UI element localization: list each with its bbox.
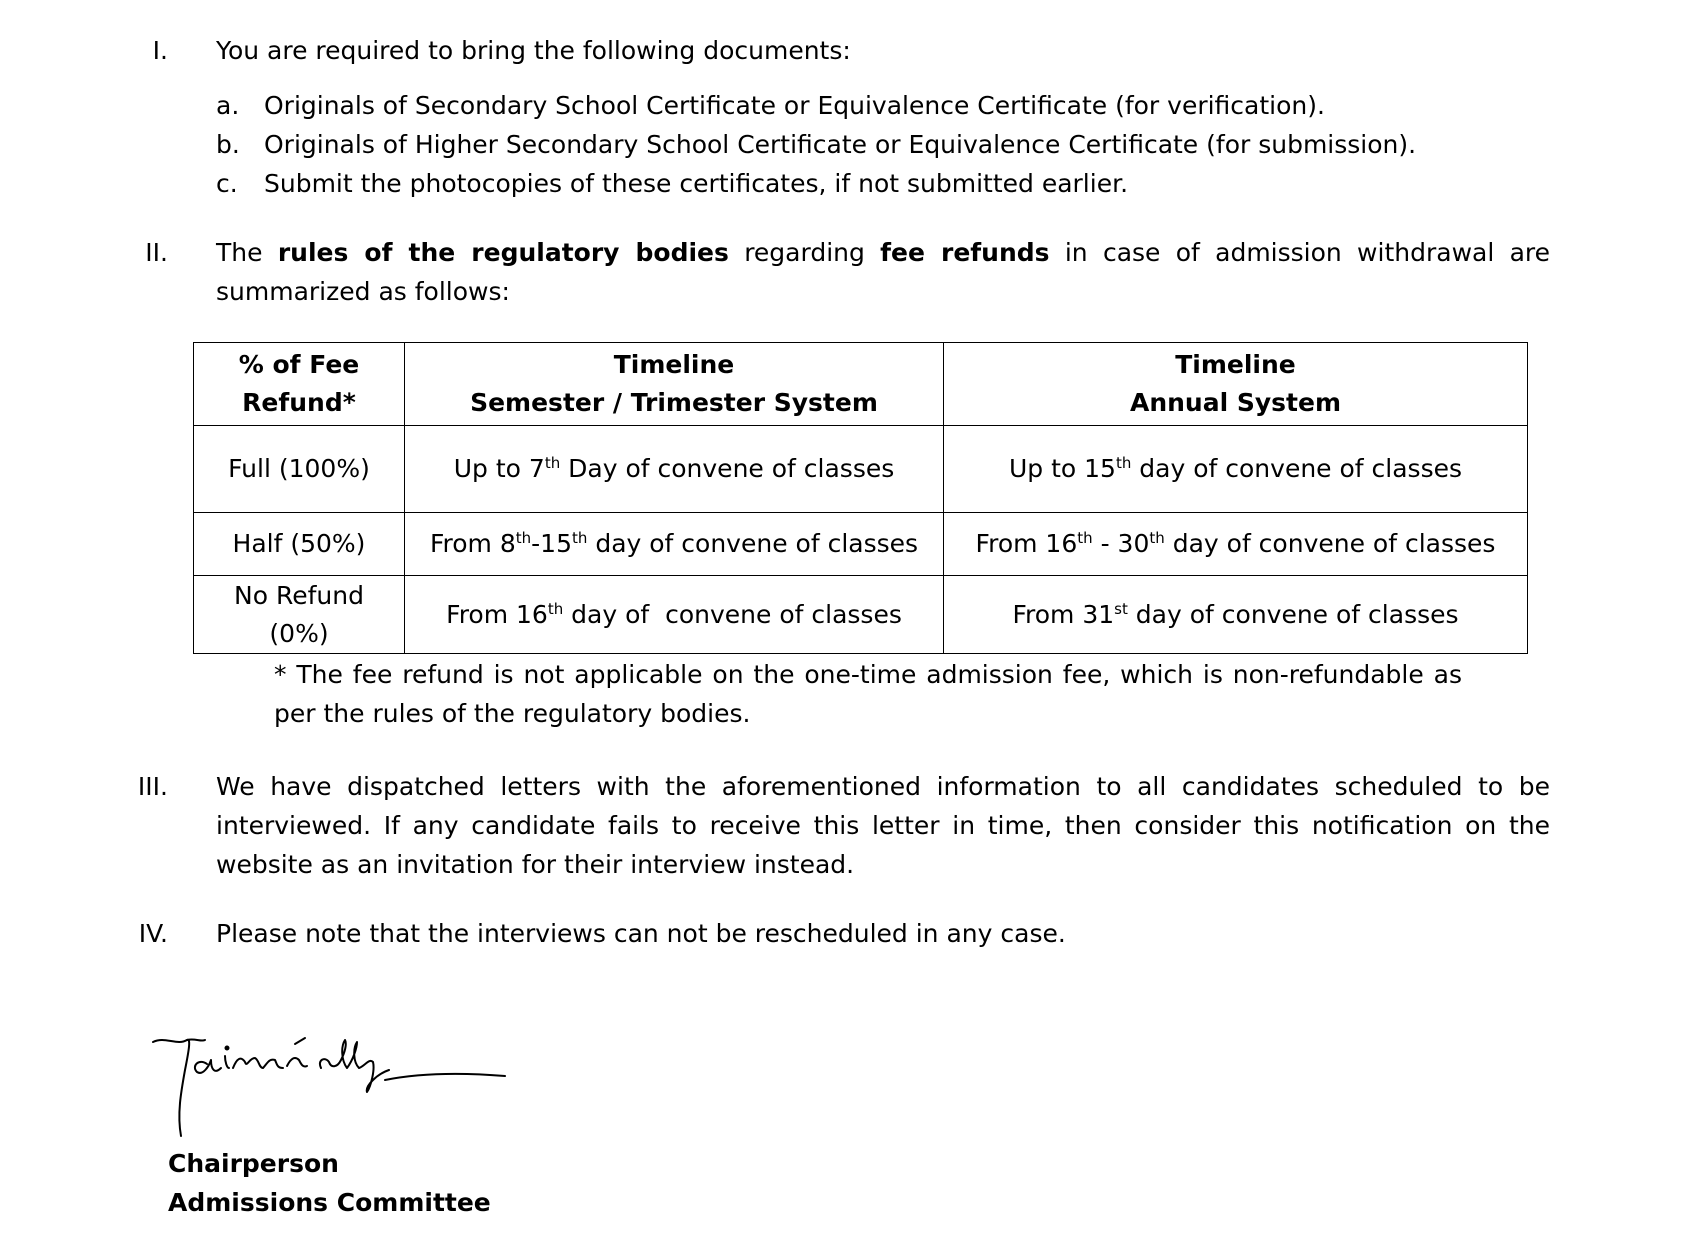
item-numeral-2: II.: [145, 238, 168, 267]
table-header-row: [194, 343, 1528, 426]
header-refund: [194, 343, 405, 426]
cell-refund: Full (100%): [194, 426, 405, 513]
cell-annual: [944, 426, 1528, 513]
cell-text: From 16: [446, 599, 548, 629]
signatory-committee: Admissions Committee: [168, 1188, 491, 1217]
text-emphasis: fee refunds: [880, 238, 1050, 267]
table-footnote: * The fee refund is not applicable on the one-time admission fee, which is non-refundable as per the rules of the regulatory bodies.: [274, 660, 1462, 728]
item-numeral-4: IV.: [138, 919, 168, 948]
cell-refund: [194, 576, 405, 654]
ordinal-suffix: th: [1077, 529, 1093, 547]
table-row: [194, 513, 1528, 576]
table-row: [194, 426, 1528, 513]
signature-image: [145, 1030, 515, 1140]
header-semester: [405, 343, 944, 426]
header-annual: [944, 343, 1528, 426]
item-text-2: [216, 233, 1550, 311]
list-item-letter: c.: [216, 169, 238, 198]
item-text-1: You are required to bring the following documents:: [216, 36, 851, 65]
list-item: [216, 164, 1416, 203]
signature-text: [0, 0, 1, 1]
list-item-letter: a.: [216, 91, 240, 120]
ordinal-suffix: th: [1149, 529, 1165, 547]
cell-annual: [944, 576, 1528, 654]
cell-text: -15: [531, 529, 572, 558]
item-numeral-1: I.: [152, 36, 168, 65]
list-item-letter: b.: [216, 130, 240, 159]
text-segment: The: [216, 238, 278, 267]
cell-text: day of convene of classes: [563, 599, 902, 629]
cell-annual: [944, 513, 1528, 576]
header-line: Annual System: [1129, 388, 1342, 417]
item-text-4: Please note that the interviews can not be rescheduled in any case.: [216, 919, 1066, 948]
cell-semester: [405, 576, 944, 654]
header-line: Semester / Trimester System: [470, 388, 878, 417]
text-emphasis: rules of the regulatory bodies: [277, 238, 729, 267]
table-row: [194, 576, 1528, 654]
cell-text: (0%): [269, 618, 329, 648]
signatory-block: [168, 1144, 491, 1222]
list-item-text: Submit the photocopies of these certificates, if not submitted earlier.: [264, 169, 1129, 198]
signatory-title: Chairperson: [168, 1149, 339, 1178]
cell-text: - 30: [1092, 529, 1150, 558]
cell-text: No Refund: [234, 580, 364, 610]
cell-text: day of convene of classes: [587, 529, 919, 558]
cell-text: day of convene of classes: [1164, 529, 1496, 558]
cell-text: Up to 7: [453, 454, 545, 483]
list-item: [216, 125, 1416, 164]
list-item: [216, 86, 1416, 125]
cell-text: day of convene of classes: [1131, 454, 1463, 483]
header-line: % of Fee: [238, 350, 360, 379]
ordinal-suffix: th: [515, 529, 532, 547]
header-line: Timeline: [613, 350, 735, 379]
cell-semester: [405, 426, 944, 513]
ordinal-suffix: th: [1115, 454, 1132, 472]
cell-refund: Half (50%): [194, 513, 405, 576]
item-text-3: We have dispatched letters with the aforementioned information to all candidates scheduled to be interviewed. If any candidate fails to receive this letter in time, then consider this notification on the website as an invitation for their interview instead.: [216, 772, 1550, 879]
ordinal-suffix: th: [547, 599, 564, 618]
cell-text: day of convene of classes: [1127, 599, 1459, 629]
cell-semester: [405, 513, 944, 576]
header-line: Refund*: [242, 388, 356, 417]
header-line: Timeline: [1175, 350, 1296, 379]
cell-text: Day of convene of classes: [560, 454, 895, 483]
cell-text: Up to 15: [1008, 454, 1116, 483]
cell-text: From 16: [975, 529, 1078, 558]
refund-table: [193, 342, 1528, 654]
ordinal-suffix: th: [544, 454, 561, 472]
list-item-text: Originals of Secondary School Certificate or Equivalence Certificate (for verification).: [264, 91, 1325, 120]
ordinal-suffix: st: [1114, 599, 1128, 618]
cell-text: From 31: [1012, 599, 1115, 629]
text-segment: regarding: [728, 238, 881, 267]
cell-text: From 8: [429, 529, 516, 558]
item-numeral-3: III.: [137, 772, 168, 801]
text-segment: in case of admission withdrawal are summarized as follows:: [216, 238, 1551, 306]
documents-list: [216, 86, 1416, 203]
list-item-text: Originals of Higher Secondary School Certificate or Equivalence Certificate (for submission).: [264, 130, 1417, 159]
ordinal-suffix: th: [571, 529, 588, 547]
